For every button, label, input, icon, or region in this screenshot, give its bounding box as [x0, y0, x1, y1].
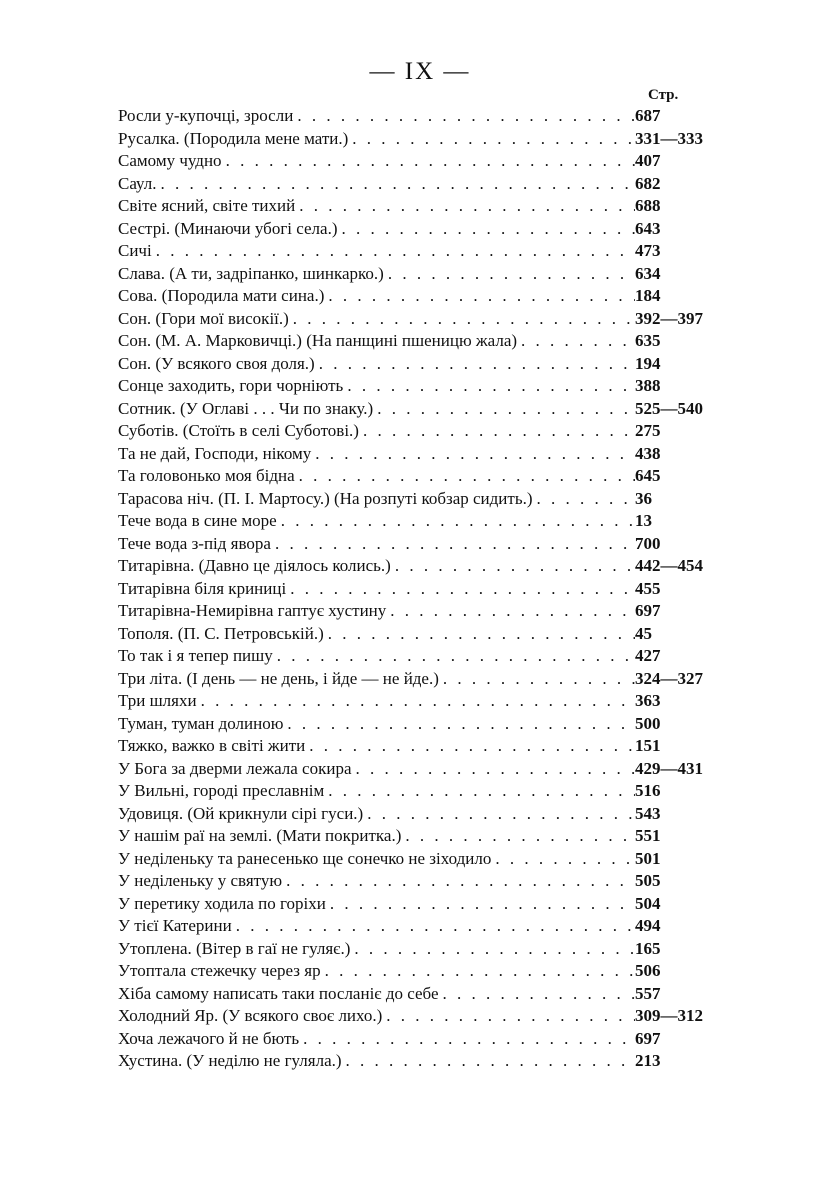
entry-title: Тяжко, важко в світі жити	[118, 736, 306, 755]
entry-page-number: 13	[635, 511, 652, 530]
entry-title: Удовиця. (Ой крикнули сірі гуси.)	[118, 803, 364, 823]
dot-leader	[295, 195, 635, 218]
toc-entry	[118, 623, 723, 646]
entry-title: Сон. (У всякого своя доля.)	[118, 353, 315, 373]
dot-leader	[295, 465, 635, 488]
toc-entry	[118, 870, 723, 893]
dot-leader	[232, 915, 635, 938]
entry-title: Самому чудно	[118, 151, 222, 170]
dot-leader	[222, 150, 635, 173]
entry-title: Сестрі. (Минаючи убогі села.)	[118, 218, 338, 238]
entry-page-number: 331—333	[635, 128, 703, 148]
entry-title: Та не дай, Господи, нікому	[118, 443, 312, 463]
toc-entry	[118, 555, 723, 578]
dot-leader	[299, 1028, 635, 1051]
entry-page-number: 473	[635, 241, 661, 260]
dot-leader	[363, 803, 635, 826]
entry-page-number: 697	[635, 1028, 661, 1048]
entry-title: Тополя. (П. С. Петровській.)	[118, 623, 324, 643]
dot-leader	[152, 240, 635, 263]
entry-title: Утоптала стежечку через яр	[118, 961, 321, 980]
entry-page-number: 151	[635, 736, 661, 755]
toc-entry	[118, 488, 723, 511]
dot-leader	[517, 330, 635, 353]
dot-leader	[277, 510, 635, 533]
entry-page-number: 516	[635, 781, 661, 800]
entry-title: Сичі	[118, 241, 152, 260]
entry-page-number: 194	[635, 353, 661, 373]
entry-title: Та головонько моя бідна	[118, 466, 295, 485]
entry-title: Три літа. (І день — не день, і йде — не йде.)	[118, 668, 439, 688]
dot-leader	[324, 623, 635, 646]
entry-title: Сонце заходить, гори чорніють	[118, 376, 344, 395]
entry-page-number: 455	[635, 578, 661, 598]
entry-page-number: 557	[635, 983, 661, 1003]
toc-entry	[118, 1028, 723, 1051]
toc-entry	[118, 893, 723, 916]
dot-leader	[382, 1005, 635, 1028]
dot-leader	[359, 420, 635, 443]
dot-leader	[533, 488, 636, 511]
entry-title: Сотник. (У Оглаві . . . Чи по знаку.)	[118, 398, 374, 418]
entry-page-number: 213	[635, 1051, 661, 1070]
entry-page-number: 275	[635, 421, 661, 440]
entry-title: У Вильні, городі преславнім	[118, 781, 325, 800]
dot-leader	[350, 938, 635, 961]
entry-page-number: 501	[635, 848, 661, 868]
dot-leader	[342, 1050, 635, 1073]
toc-entry	[118, 240, 723, 263]
toc-entry	[118, 1005, 723, 1028]
toc-entry	[118, 285, 723, 308]
entry-page-number: 494	[635, 916, 661, 935]
entry-title: Туман, туман долиною	[118, 713, 284, 733]
entry-page-number: 505	[635, 871, 661, 890]
dot-leader	[324, 285, 635, 308]
entry-page-number: 427	[635, 646, 661, 665]
entry-page-number: 363	[635, 691, 661, 710]
table-of-contents	[118, 105, 723, 1073]
dot-leader	[315, 353, 635, 376]
toc-entry	[118, 510, 723, 533]
toc-entry	[118, 105, 723, 128]
dot-leader	[391, 555, 635, 578]
toc-entry	[118, 308, 723, 331]
entry-page-number: 388	[635, 376, 661, 395]
entry-page-number: 682	[635, 173, 661, 193]
entry-page-number: 36	[635, 488, 652, 508]
toc-entry	[118, 195, 723, 218]
entry-title: Хоча лежачого й не бють	[118, 1028, 300, 1048]
dot-leader	[491, 848, 635, 871]
entry-title: У неділеньку та ранесенько ще сонечко не зіходило	[118, 848, 492, 868]
entry-page-number: 442—454	[635, 556, 703, 575]
dot-leader	[271, 533, 635, 556]
dot-leader	[289, 308, 635, 331]
entry-title: У нашім раї на землі. (Мати покритка.)	[118, 826, 402, 845]
entry-title: Хіба самому написать таки посланіє до себе	[118, 983, 439, 1003]
entry-page-number: 392—397	[635, 308, 703, 328]
entry-title: Тарасова ніч. (П. І. Мартосу.) (На розпуті кобзар сидить.)	[118, 488, 533, 508]
dot-leader	[305, 735, 635, 758]
entry-page-number: 184	[635, 286, 661, 305]
entry-title: Тече вода в сине море	[118, 511, 277, 530]
toc-entry	[118, 803, 723, 826]
dot-leader	[326, 893, 635, 916]
dot-leader	[338, 218, 636, 241]
toc-entry	[118, 825, 723, 848]
toc-entry	[118, 713, 723, 736]
toc-entry	[118, 690, 723, 713]
entry-title: У перетику ходила по горіхи	[118, 893, 326, 913]
entry-title: Сова. (Породила мати сина.)	[118, 286, 325, 305]
entry-page-number: 634	[635, 263, 661, 283]
dot-leader	[324, 780, 635, 803]
entry-page-number: 504	[635, 893, 661, 913]
toc-entry	[118, 600, 723, 623]
dot-leader	[286, 578, 635, 601]
entry-page-number: 324—327	[635, 668, 703, 688]
entry-page-number: 543	[635, 803, 661, 823]
dot-leader	[273, 645, 635, 668]
toc-entry	[118, 578, 723, 601]
toc-entry	[118, 218, 723, 241]
entry-page-number: 697	[635, 601, 661, 620]
dot-leader	[348, 128, 635, 151]
dot-leader	[401, 825, 635, 848]
entry-title: Тече вода з-під явора	[118, 533, 271, 553]
entry-title: У неділеньку у святую	[118, 871, 283, 890]
entry-title: Русалка. (Породила мене мати.)	[118, 128, 349, 148]
toc-entry	[118, 533, 723, 556]
toc-entry	[118, 465, 723, 488]
dot-leader	[282, 870, 635, 893]
page-number-header: — IX —	[369, 58, 471, 85]
entry-title: То так і я тепер пишу	[118, 646, 273, 665]
dot-leader	[352, 758, 636, 781]
dot-leader	[373, 398, 635, 421]
entry-page-number: 688	[635, 196, 661, 215]
toc-entry	[118, 780, 723, 803]
entry-page-number: 309—312	[635, 1006, 703, 1025]
toc-entry	[118, 960, 723, 983]
entry-page-number: 700	[635, 533, 661, 553]
dot-leader	[293, 105, 635, 128]
toc-entry	[118, 1050, 723, 1073]
entry-page-number: 165	[635, 938, 661, 958]
entry-page-number: 645	[635, 466, 661, 485]
dot-leader	[157, 173, 635, 196]
entry-page-number: 635	[635, 331, 661, 350]
dot-leader	[439, 668, 635, 691]
entry-title: Титарівна-Немирівна гаптує хустину	[118, 601, 387, 620]
entry-page-number: 506	[635, 961, 661, 980]
entry-page-number: 551	[635, 826, 661, 845]
toc-entry	[118, 150, 723, 173]
entry-title: Слава. (А ти, задріпанко, шинкарко.)	[118, 263, 384, 283]
dot-leader	[343, 375, 635, 398]
entry-title: Утоплена. (Вітер в гаї не гуляє.)	[118, 938, 351, 958]
toc-entry	[118, 735, 723, 758]
toc-entry	[118, 758, 723, 781]
dot-leader	[283, 713, 635, 736]
entry-page-number: 45	[635, 623, 652, 643]
dot-leader	[321, 960, 635, 983]
dot-leader	[384, 263, 635, 286]
entry-title: Холодний Яр. (У всякого своє лихо.)	[118, 1006, 383, 1025]
toc-entry	[118, 263, 723, 286]
dot-leader	[311, 443, 635, 466]
dot-leader	[439, 983, 635, 1006]
toc-entry	[118, 938, 723, 961]
entry-page-number: 525—540	[635, 398, 703, 418]
entry-title: У тієї Катерини	[118, 916, 232, 935]
toc-entry	[118, 668, 723, 691]
page-column-label: Стр.	[648, 87, 679, 103]
entry-title: Саул.	[118, 173, 157, 193]
entry-page-number: 643	[635, 218, 661, 238]
entry-title: Світе ясний, світе тихий	[118, 196, 296, 215]
toc-entry	[118, 915, 723, 938]
entry-page-number: 407	[635, 151, 661, 170]
entry-page-number: 687	[635, 106, 661, 125]
entry-title: Сон. (Гори мої високії.)	[118, 308, 289, 328]
toc-entry	[118, 848, 723, 871]
entry-page-number: 438	[635, 443, 661, 463]
toc-entry	[118, 443, 723, 466]
toc-entry	[118, 398, 723, 421]
entry-title: Сон. (М. А. Марковичці.) (На панщині пшеницю жала)	[118, 331, 518, 350]
toc-entry	[118, 330, 723, 353]
dot-leader	[197, 690, 635, 713]
entry-title: Хустина. (У неділю не гуляла.)	[118, 1051, 342, 1070]
entry-title: Титарівна біля криниці	[118, 578, 287, 598]
toc-entry	[118, 375, 723, 398]
entry-title: У Бога за дверми лежала сокира	[118, 758, 352, 778]
entry-page-number: 429—431	[635, 758, 703, 778]
toc-entry	[118, 128, 723, 151]
toc-entry	[118, 420, 723, 443]
toc-entry	[118, 353, 723, 376]
entry-title: Титарівна. (Давно це діялось колись.)	[118, 556, 391, 575]
toc-entry	[118, 173, 723, 196]
dot-leader	[386, 600, 635, 623]
toc-entry	[118, 645, 723, 668]
toc-entry	[118, 983, 723, 1006]
entry-page-number: 500	[635, 713, 661, 733]
entry-title: Три шляхи	[118, 691, 197, 710]
entry-title: Росли у-купочці, зросли	[118, 106, 294, 125]
entry-title: Суботів. (Стоїть в селі Суботові.)	[118, 421, 359, 440]
